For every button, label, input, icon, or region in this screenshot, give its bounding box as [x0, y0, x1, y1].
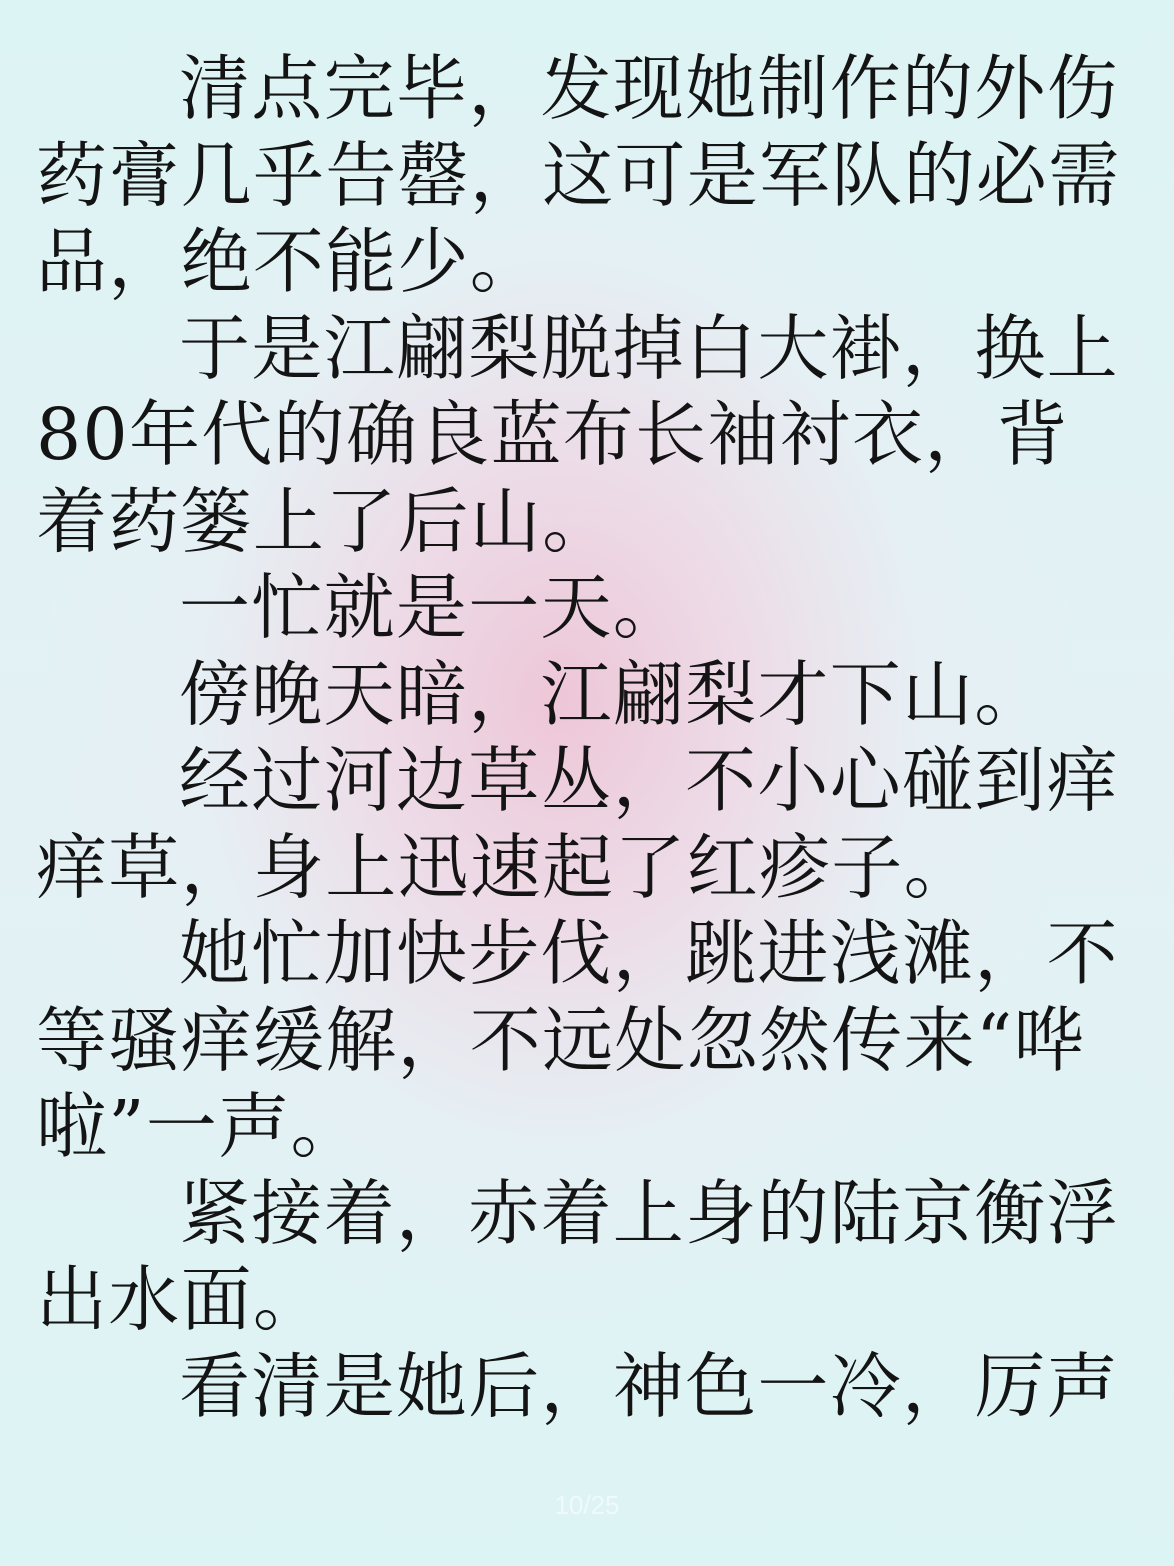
paragraph: 看清是她后，神色一冷，厉声 [179, 1344, 1119, 1428]
paragraph: 紧接着，赤着上身的陆京衡浮出水面。 [36, 1171, 1119, 1341]
paragraph: 她忙加快步伐，跳进浅滩，不等骚痒缓解，不远处忽然传来“哗啦”一声。 [36, 912, 1119, 1168]
paragraph: 一忙就是一天。 [179, 566, 686, 649]
paragraph: 傍晚天暗，江翩梨才下山。 [179, 652, 1047, 736]
paragraph: 于是江翩梨脱掉白大褂，换上80年代的确良蓝布长袖衬衣，背着药篓上了后山。 [36, 306, 1119, 563]
paragraph: 经过河边草丛，不小心碰到痒痒草，身上迅速起了红疹子。 [36, 739, 1119, 909]
page-indicator: 10/25 [554, 1490, 620, 1520]
article-body [36, 46, 1136, 1430]
paragraph: 清点完毕，发现她制作的外伤药膏几乎告罄，这可是军队的必需品，绝不能少。 [36, 47, 1121, 303]
